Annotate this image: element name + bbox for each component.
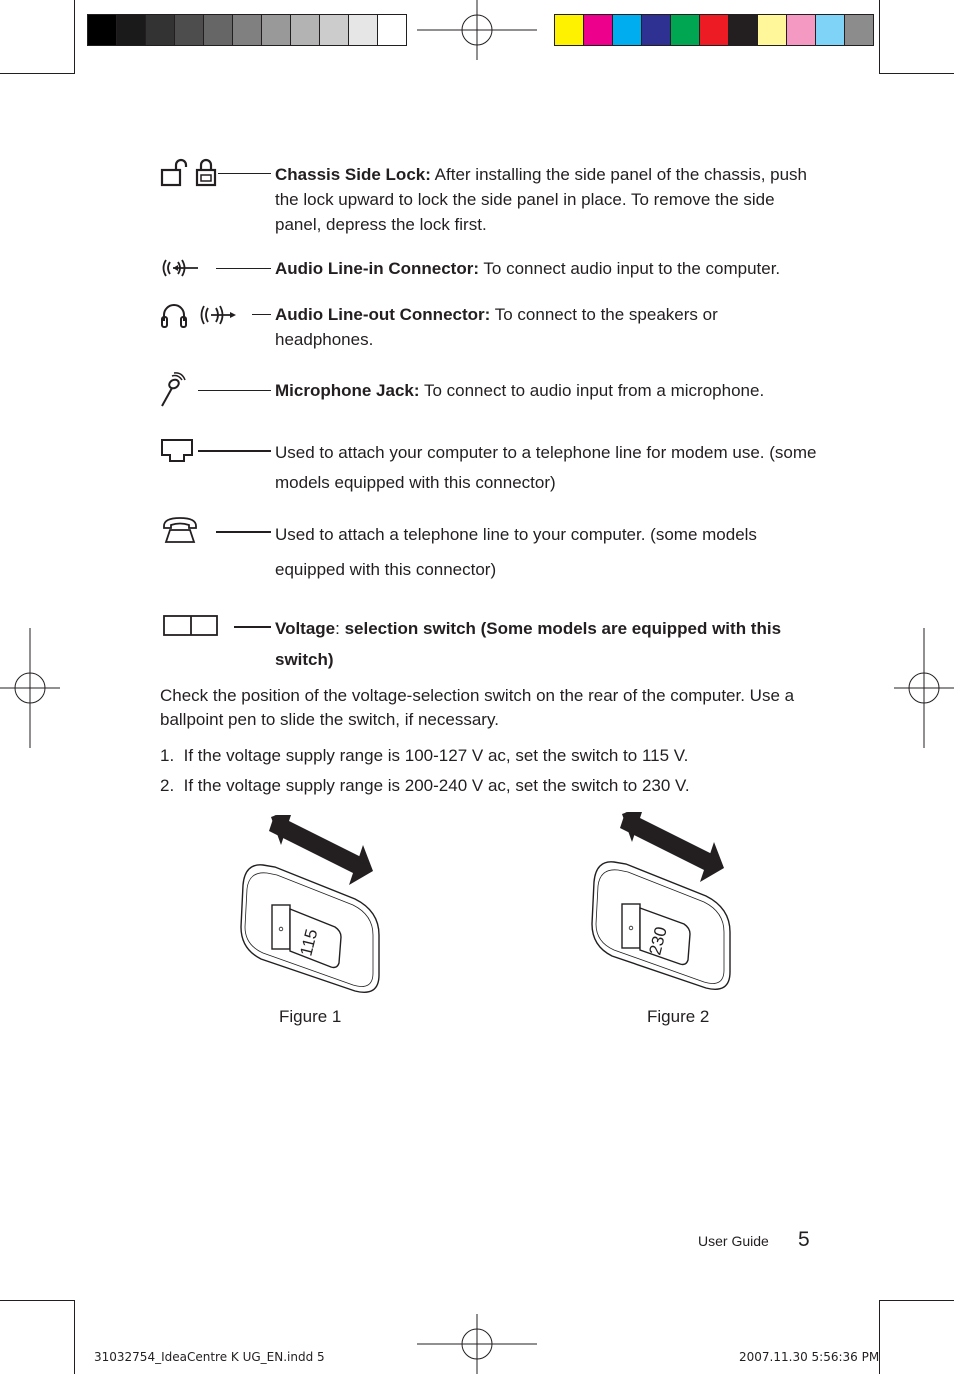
switch-value: 230	[645, 924, 671, 957]
switch-value: 115	[296, 927, 322, 958]
color-swatch	[146, 15, 175, 45]
list-text: If the voltage supply range is 200-240 V ac, set the switch to 230 V.	[183, 776, 690, 795]
process-color-bar	[554, 14, 874, 46]
item-title: Audio Line-out Connector:	[275, 305, 491, 324]
item-title: Microphone Jack:	[275, 381, 420, 400]
voltage-switch-icon	[163, 615, 219, 637]
microphone-description	[275, 378, 820, 403]
audio-line-in-description	[275, 256, 820, 281]
item-title: Chassis Side Lock:	[275, 165, 431, 184]
registration-mark-top	[417, 0, 537, 60]
color-swatch	[642, 15, 671, 45]
color-swatch	[378, 15, 406, 45]
registration-mark-right	[894, 628, 954, 748]
color-swatch	[291, 15, 320, 45]
list-number: 1.	[160, 746, 175, 765]
color-swatch	[816, 15, 845, 45]
voltage-title: Voltage	[275, 619, 336, 638]
color-swatch	[88, 15, 117, 45]
color-swatch	[555, 15, 584, 45]
item-text: To connect to the speakers or headphones.	[275, 305, 718, 349]
item-text: To connect audio input to the computer.	[478, 259, 781, 278]
color-swatch	[787, 15, 816, 45]
color-swatch	[584, 15, 613, 45]
voltage-instruction-paragraph: Check the position of the voltage-selection switch on the rear of the computer. Use a ballpoint pen to slide the switch, if necessary.	[160, 686, 795, 729]
leader-line	[216, 268, 271, 269]
list-text: If the voltage supply range is 100-127 V ac, set the switch to 115 V.	[183, 746, 689, 765]
leader-line	[216, 531, 271, 533]
item-text: Used to attach your computer to a telephone line for modem use. (some models equipped with this connector)	[275, 443, 817, 492]
modem-port-icon	[160, 438, 196, 464]
color-swatch	[729, 15, 758, 45]
leader-line	[218, 173, 271, 174]
chassis-lock-description	[275, 162, 820, 237]
audio-line-out-description	[275, 302, 820, 352]
color-swatch	[349, 15, 378, 45]
color-swatch	[175, 15, 204, 45]
item-title: Audio Line-in Connector:	[275, 259, 479, 278]
color-swatch	[671, 15, 700, 45]
list-item	[160, 744, 825, 768]
color-swatch	[320, 15, 349, 45]
color-swatch	[233, 15, 262, 45]
list-item	[160, 774, 825, 798]
leader-line	[252, 314, 271, 315]
microphone-icon	[158, 372, 186, 408]
footer-guide-label: User Guide	[698, 1233, 769, 1249]
voltage-text: selection switch (Some models are equipped with this switch)	[275, 619, 782, 669]
leader-line	[234, 626, 271, 628]
audio-line-out-icon	[198, 303, 238, 327]
lock-icon	[160, 158, 218, 188]
modem-port-description	[275, 438, 820, 498]
audio-line-in-icon	[160, 257, 200, 279]
color-swatch	[613, 15, 642, 45]
voltage-description	[275, 613, 820, 675]
grayscale-color-bar	[87, 14, 407, 46]
item-text: Used to attach a telephone line to your computer. (some models equipped with this connector)	[275, 525, 757, 579]
telephone-description	[275, 517, 820, 587]
page-number: 5	[798, 1228, 810, 1251]
voltage-switch-figure-1	[235, 815, 385, 995]
figure-2-caption: Figure 2	[647, 1007, 710, 1026]
registration-mark-left	[0, 628, 60, 748]
voltage-separator: :	[335, 619, 340, 638]
figure-1-caption: Figure 1	[279, 1007, 342, 1026]
color-swatch	[758, 15, 787, 45]
item-text: After installing the side panel of the chassis, push the lock upward to lock the side panel in place. To remove the side panel, depress the lock first.	[275, 165, 808, 234]
item-text: To connect to audio input from a microphone.	[419, 381, 765, 400]
color-swatch	[845, 15, 873, 45]
slug-timestamp: 2007.11.30 5:56:36 PM	[739, 1350, 880, 1364]
leader-line	[198, 450, 271, 452]
slug-filename: 31032754_IdeaCentre K UG_EN.indd 5	[94, 1350, 325, 1364]
color-swatch	[204, 15, 233, 45]
color-swatch	[262, 15, 291, 45]
telephone-icon	[160, 516, 200, 546]
color-swatch	[117, 15, 146, 45]
voltage-switch-figure-2	[586, 812, 736, 992]
registration-mark-bottom	[417, 1314, 537, 1374]
list-number: 2.	[160, 776, 175, 795]
headphone-icon	[160, 301, 190, 329]
color-swatch	[700, 15, 729, 45]
leader-line	[198, 390, 271, 391]
